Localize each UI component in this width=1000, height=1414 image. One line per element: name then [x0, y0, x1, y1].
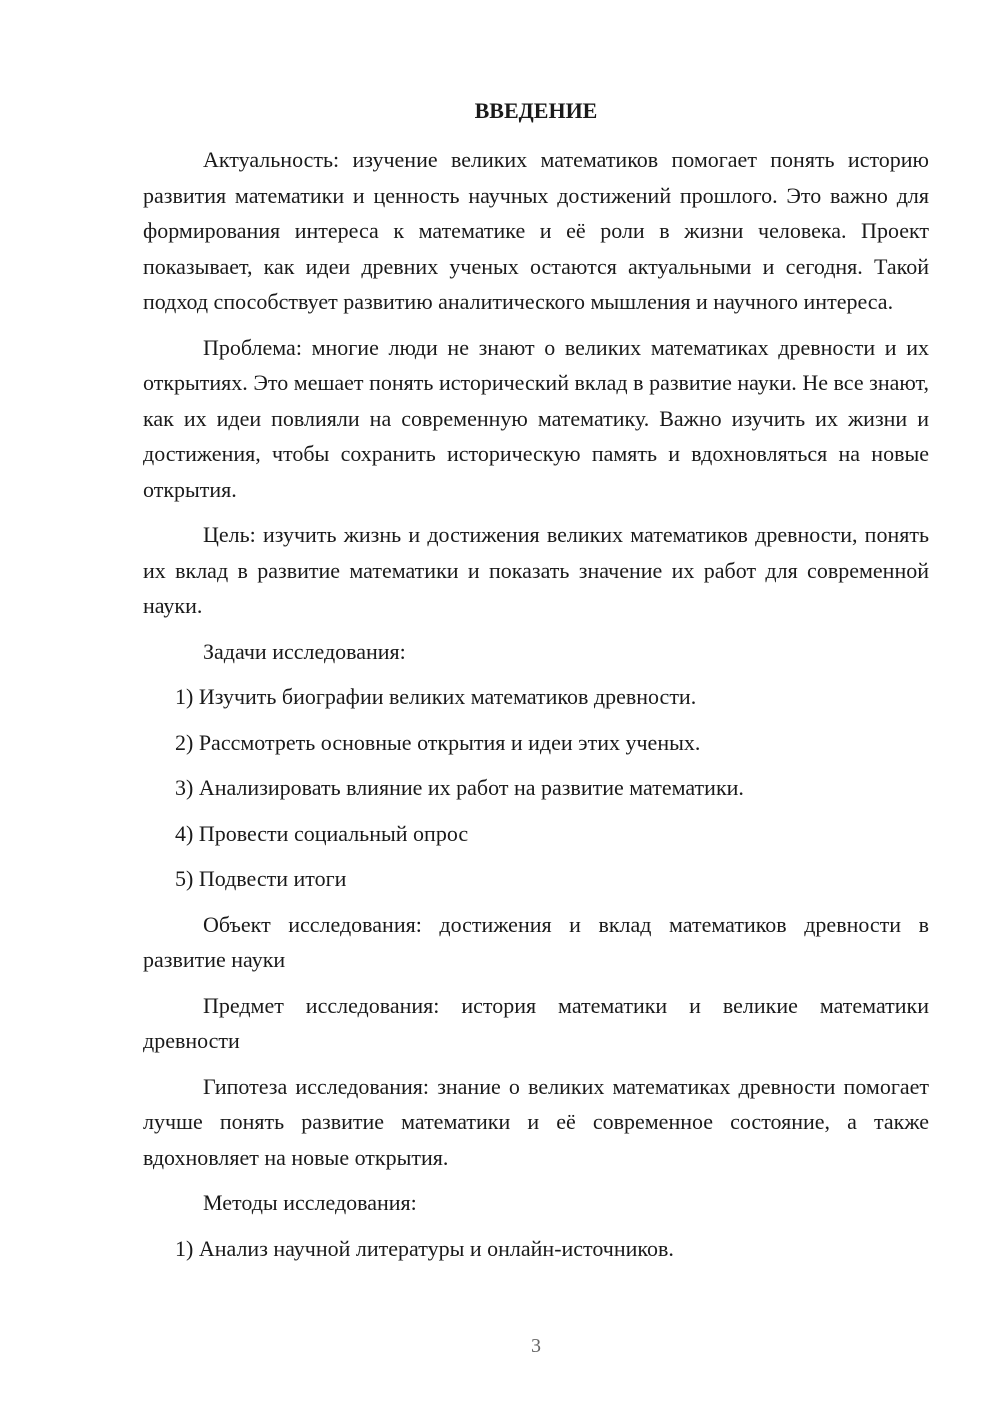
object-paragraph: Объект исследования: достижения и вклад математиков древности в развитие науки	[143, 911, 929, 972]
task-item: 4) Провести социальный опрос	[175, 820, 469, 846]
tasks-title: Задачи исследования:	[203, 638, 406, 664]
task-item: 1) Изучить биографии великих математиков древности.	[175, 684, 697, 709]
document-body	[143, 142, 929, 1266]
section-heading: ВВЕДЕНИЕ	[474, 98, 598, 123]
methods-title: Методы исследования:	[203, 1190, 417, 1215]
task-item: 2) Рассмотреть основные открытия и идеи этих ученых.	[175, 729, 701, 755]
problem-paragraph: Проблема: многие люди не знают о великих математиках древности и их открытиях. Это мешает понять исторический вклад в развитие науки. Не все знают, как их идеи повлияли на современную математику. Важно изучить их жизни и достижения, чтобы сохранить историческую память и вдохновляться на новые открытия.	[143, 334, 929, 502]
task-item: 5) Подвести итоги	[175, 866, 347, 891]
task-item: 3) Анализировать влияние их работ на развитие математики.	[175, 775, 744, 800]
hypothesis-paragraph: Гипотеза исследования: знание о великих математиках древности помогает лучше понять развитие математики и её современное состояние, а также вдохновляет на новые открытия.	[143, 1073, 929, 1170]
goal-paragraph: Цель: изучить жизнь и достижения великих математиков древности, понять их вклад в развитие математики и показать значение их работ для современной науки.	[143, 522, 929, 618]
page-number: 3	[531, 1335, 541, 1357]
method-item: 1) Анализ научной литературы и онлайн-источников.	[175, 1235, 674, 1261]
relevance-paragraph: Актуальность: изучение великих математиков помогает понять историю развития математики и ценность научных достижений прошлого. Это важно для формирования интереса к математике и её роли в жизни человека. Проект показывает, как идеи древних ученых остаются актуальными и сегодня. Такой подход способствует развитию аналитического мышления и научного интереса.	[143, 147, 929, 314]
subject-paragraph: Предмет исследования: история математики и великие математики древности	[143, 992, 929, 1053]
